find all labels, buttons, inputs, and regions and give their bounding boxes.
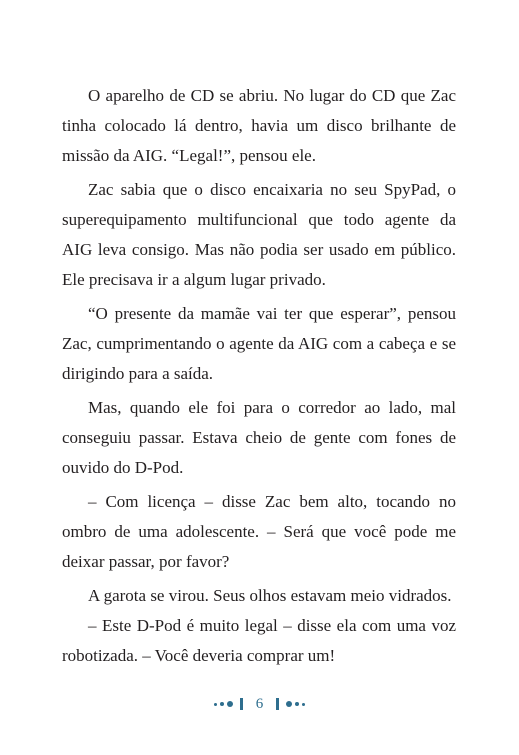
right-ornament-dots-icon [286,701,305,707]
body-text [62,81,456,671]
paragraph: “O presente da mamãe vai ter que esperar”, pensou Zac, cumprimentando o agente da AIG com a cabeça e se dirigindo para a saída. [62,304,456,383]
page-footer [0,695,519,713]
paragraph: Mas, quando ele foi para o corredor ao lado, mal conseguiu passar. Estava cheio de gente com fones de ouvido do D-Pod. [62,398,456,477]
page-number: 6 [255,695,264,712]
paragraph: O aparelho de CD se abriu. No lugar do CD que Zac tinha colocado lá dentro, havia um disco brilhante de missão da AIG. “Legal!”, pensou ele. [62,86,456,165]
paragraph: – Com licença – disse Zac bem alto, tocando no ombro de uma adolescente. – Será que você pode me deixar passar, por favor? [62,492,456,571]
left-ornament-bar-icon [240,698,243,710]
paragraph: Zac sabia que o disco encaixaria no seu SpyPad, o superequipamento multifuncional que todo agente da AIG leva consigo. Mas não podia ser usado em público. Ele precisava ir a algum lugar privado. [62,180,456,289]
paragraph: A garota se virou. Seus olhos estavam meio vidrados. [88,586,452,605]
paragraph: – Este D-Pod é muito legal – disse ela com uma voz robotizada. – Você deveria comprar um! [62,616,456,665]
left-ornament-dots-icon [214,701,233,707]
right-ornament-bar-icon [276,698,279,710]
